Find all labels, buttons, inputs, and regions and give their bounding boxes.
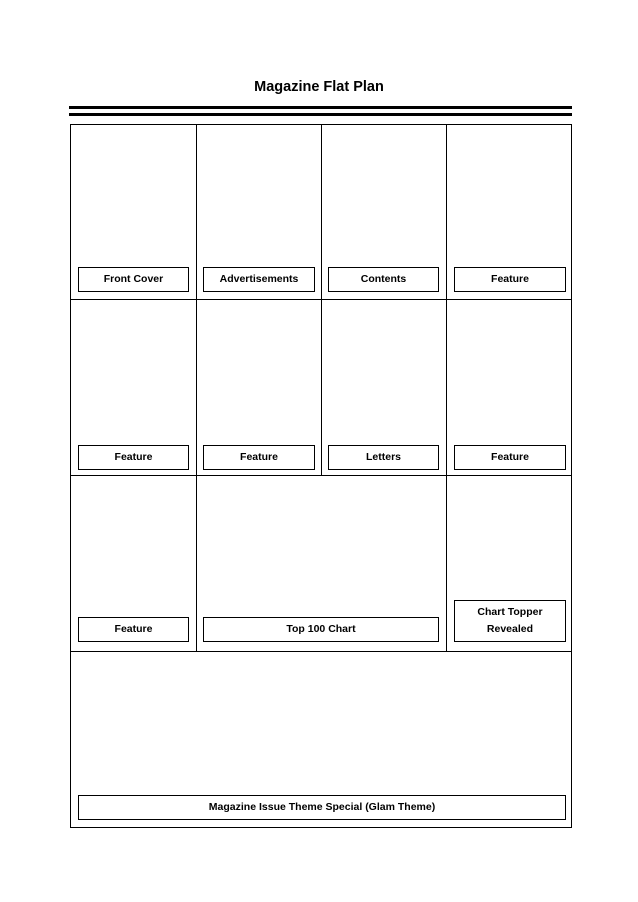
- page-label-feature: Feature: [454, 445, 566, 470]
- page-label-contents: Contents: [328, 267, 439, 292]
- row-divider: [70, 651, 572, 652]
- column-divider: [321, 299, 322, 476]
- page-label-feature: Feature: [78, 445, 189, 470]
- column-divider: [196, 475, 197, 652]
- column-divider: [446, 124, 447, 300]
- column-divider: [196, 124, 197, 300]
- page-label-chart-topper-revealed: Chart Topper Revealed: [454, 600, 566, 642]
- column-divider: [196, 299, 197, 476]
- title-rule-top: [69, 106, 572, 109]
- page-label-feature: Feature: [454, 267, 566, 292]
- page-title: Magazine Flat Plan: [254, 79, 384, 95]
- title-rule-bottom: [69, 113, 572, 116]
- page-label-theme-special: Magazine Issue Theme Special (Glam Theme): [78, 795, 566, 820]
- page-label-feature: Feature: [78, 617, 189, 642]
- page-label-front-cover: Front Cover: [78, 267, 189, 292]
- page-label-letters: Letters: [328, 445, 439, 470]
- column-divider: [446, 299, 447, 476]
- column-divider: [446, 475, 447, 652]
- page-label-feature: Feature: [203, 445, 315, 470]
- page-label-advertisements: Advertisements: [203, 267, 315, 292]
- column-divider: [321, 124, 322, 300]
- page-label-top-100-chart: Top 100 Chart: [203, 617, 439, 642]
